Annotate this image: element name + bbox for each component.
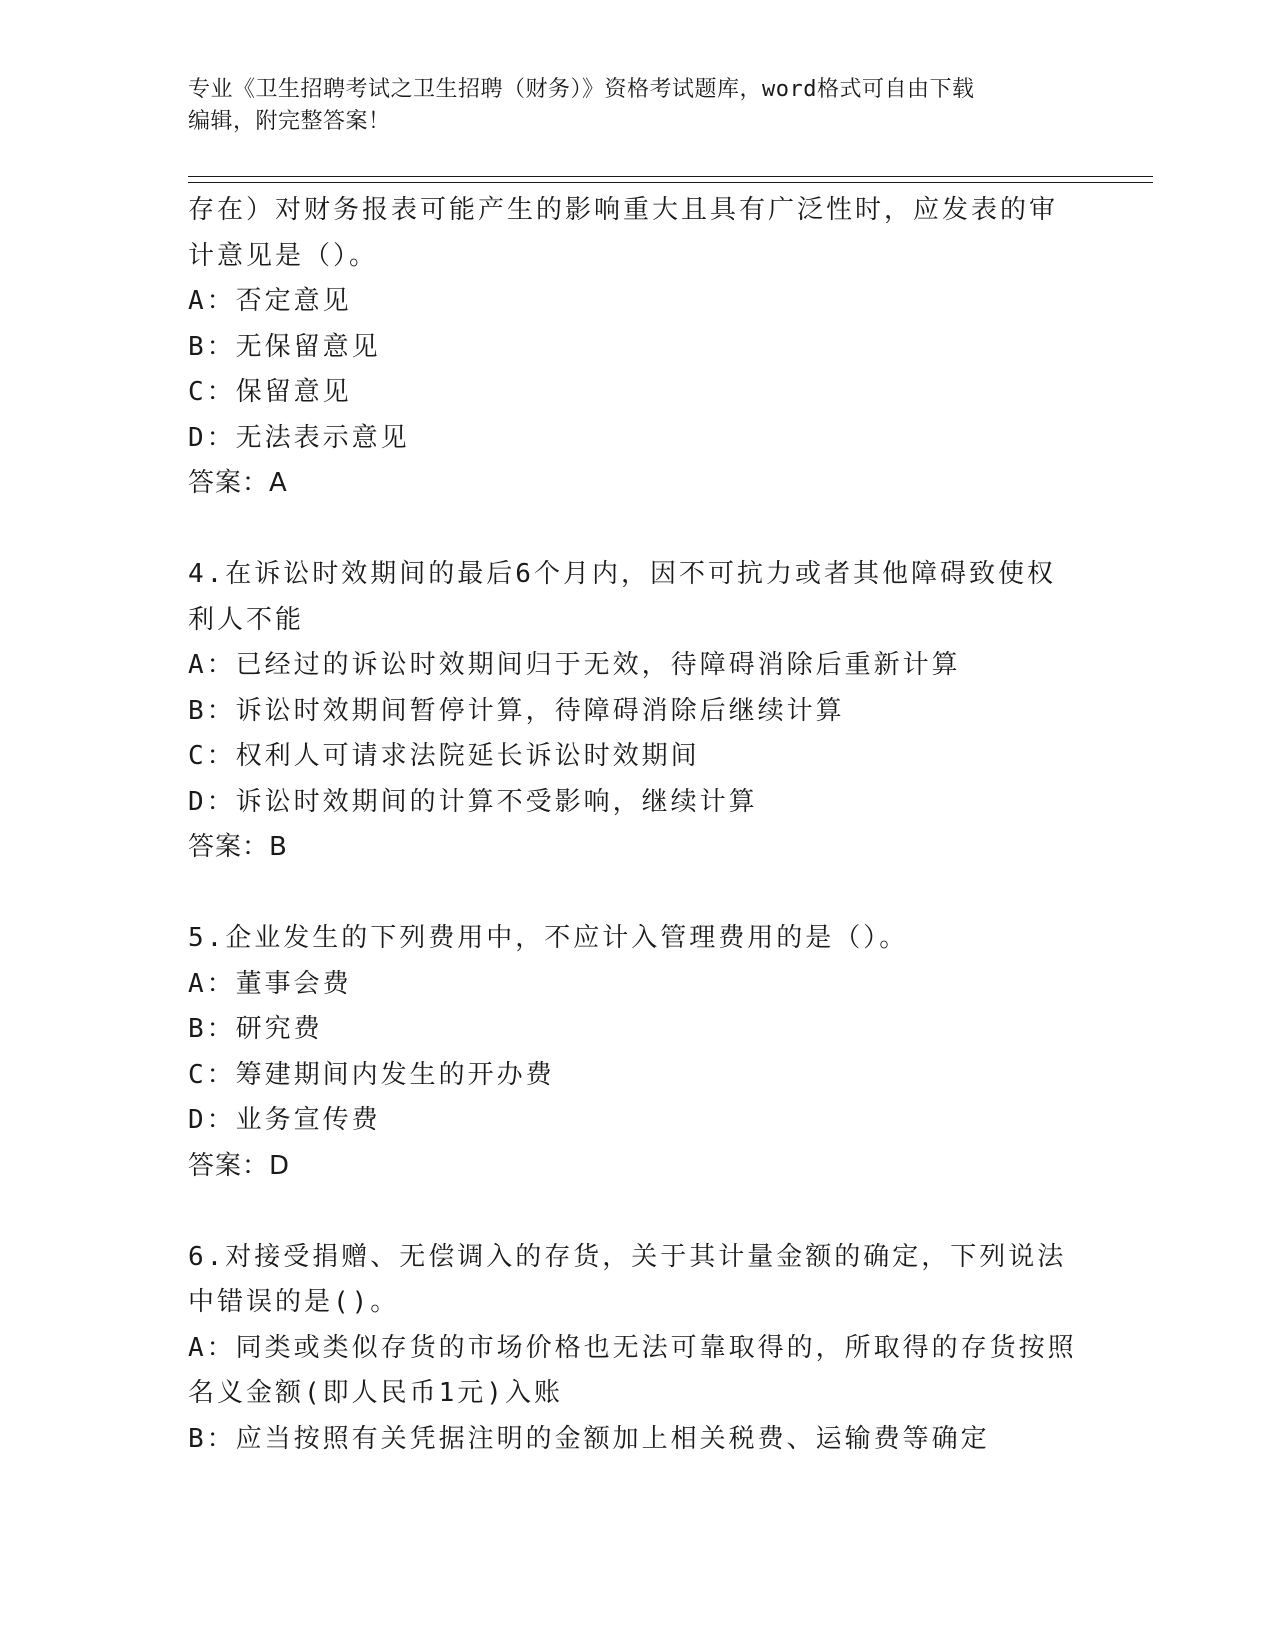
question-stem: 5.企业发生的下列费用中，不应计入管理费用的是（）。	[188, 923, 909, 953]
question-stem: 存在）对财务报表可能产生的影响重大且具有广泛性时，应发表的审	[188, 195, 1059, 225]
question-3	[188, 188, 1088, 507]
header-rule-bottom	[188, 182, 1153, 183]
option-b: B：研究费	[188, 1014, 323, 1044]
option-b: B：无保留意见	[188, 331, 381, 362]
question-stem: 计意见是（）。	[188, 240, 379, 271]
document-header	[188, 74, 1068, 138]
question-stem: 6.对接受捐赠、无偿调入的存货，关于其计量金额的确定，下列说法	[188, 1241, 1067, 1272]
option-a: A：董事会费	[188, 968, 352, 999]
option-d: D：业务宣传费	[188, 1105, 381, 1135]
header-line-2: 编辑，附完整答案！	[188, 109, 391, 134]
option-a: A：已经过的诉讼时效期间归于无效，待障碍消除后重新计算	[188, 650, 961, 680]
option-b: B：应当按照有关凭据注明的金额加上相关税费、运输费等确定	[188, 1423, 990, 1454]
option-d: D：无法表示意见	[188, 422, 410, 453]
option-c: C：保留意见	[188, 377, 352, 407]
header-line-1: 专业《卫生招聘考试之卫生招聘（财务）》资格考试题库，word格式可自由下载	[188, 77, 975, 102]
option-a: A：同类或类似存货的市场价格也无法可靠取得的，所取得的存货按照	[188, 1332, 1077, 1363]
question-4	[188, 552, 1088, 871]
spacer	[188, 871, 1088, 917]
question-stem: 利人不能	[188, 604, 305, 635]
option-d: D：诉讼时效期间的计算不受影响，继续计算	[188, 786, 758, 817]
answer: 答案：B	[188, 832, 288, 862]
header-rule-top	[188, 176, 1153, 177]
question-list	[188, 188, 1088, 1462]
answer: 答案：A	[188, 468, 288, 498]
question-5	[188, 916, 1088, 1189]
option-a-continued: 名义金额(即人民币1元)入账	[188, 1378, 563, 1408]
question-stem: 4.在诉讼时效期间的最后6个月内，因不可抗力或者其他障碍致使权	[188, 559, 1056, 589]
question-6	[188, 1235, 1088, 1463]
question-stem: 中错误的是()。	[188, 1287, 400, 1317]
option-a: A：否定意见	[188, 286, 352, 316]
spacer	[188, 507, 1088, 553]
option-c: C：权利人可请求法院延长诉讼时效期间	[188, 741, 700, 771]
answer: 答案：D	[188, 1150, 291, 1181]
option-c: C：筹建期间内发生的开办费	[188, 1059, 555, 1090]
option-b: B：诉讼时效期间暂停计算，待障碍消除后继续计算	[188, 695, 845, 726]
spacer	[188, 1189, 1088, 1235]
